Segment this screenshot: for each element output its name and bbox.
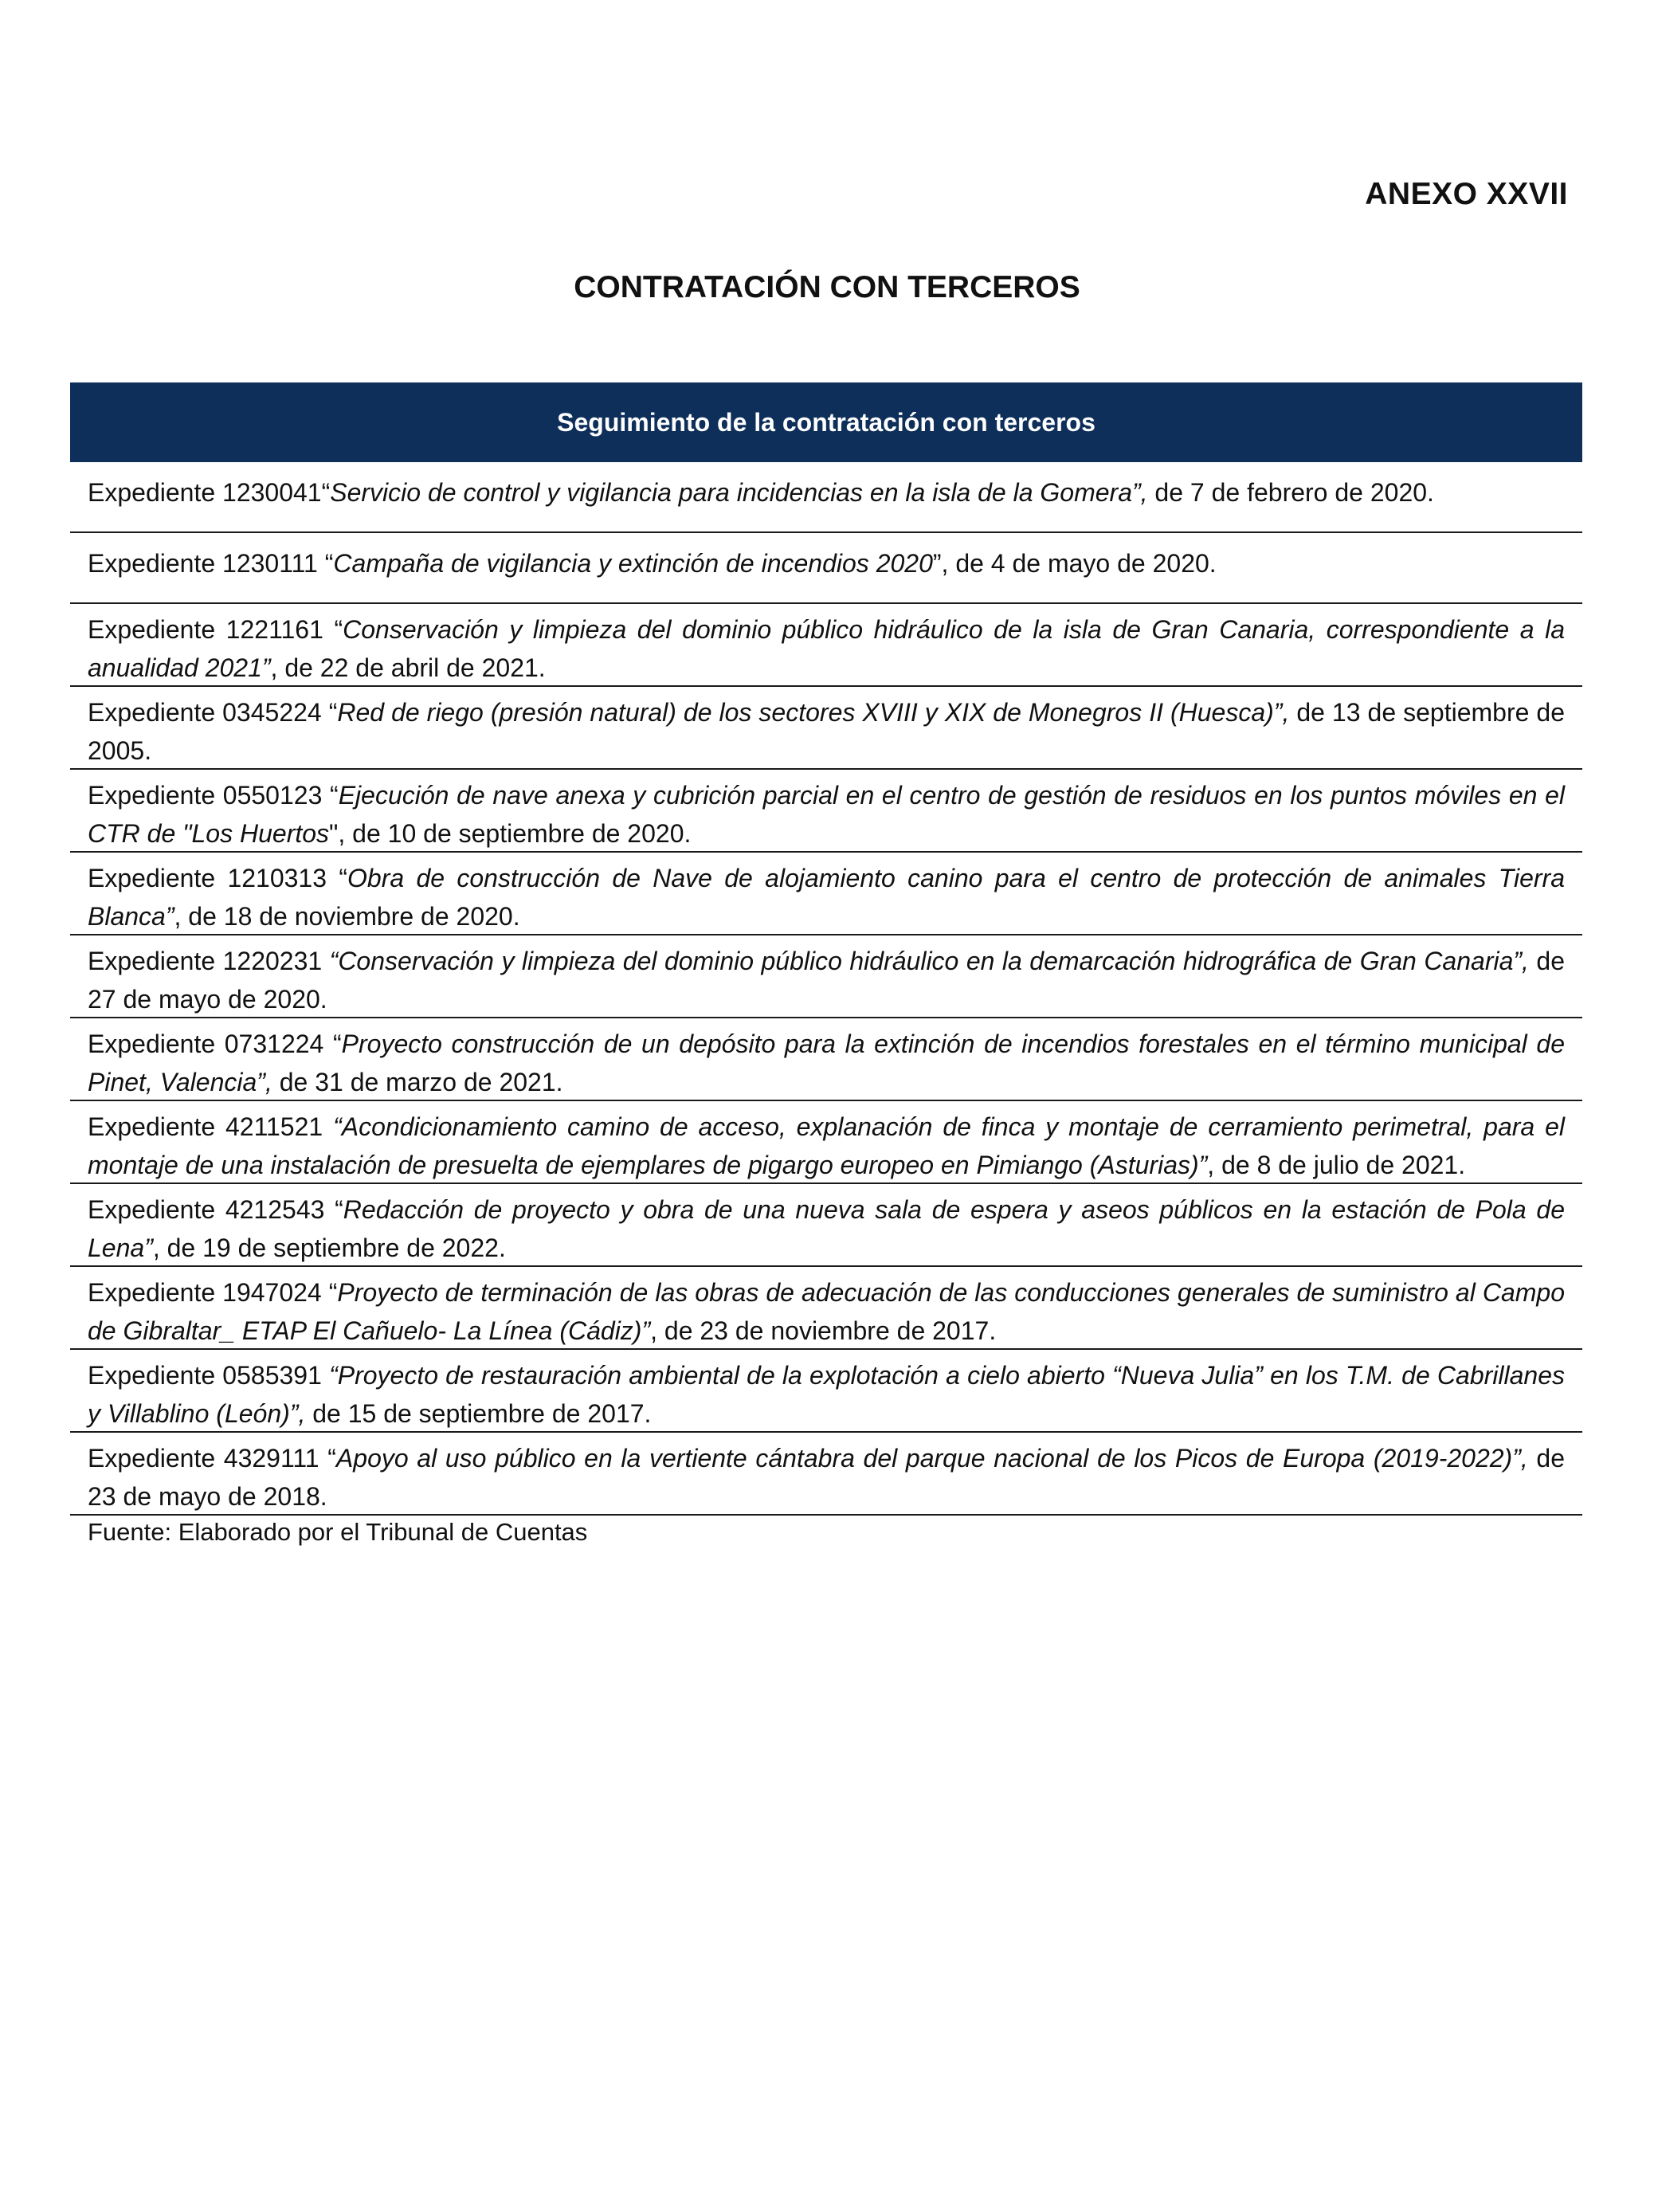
annex-label: ANEXO XXVII: [1365, 177, 1568, 211]
table-row: Expediente 1210313 “Obra de construcción de Nave de alojamiento canino para el centro de protección de animales Tierra Blanca”, de 18 de noviembre de 2020.: [70, 853, 1582, 935]
source-note: Fuente: Elaborado por el Tribunal de Cuentas: [88, 1518, 588, 1546]
table-row: Expediente 1220231 “Conservación y limpieza del dominio público hidráulico en la demarcación hidrográfica de Gran Canaria”, de 27 de mayo de 2020.: [70, 935, 1582, 1018]
table-row: Expediente 0550123 “Ejecución de nave anexa y cubrición parcial en el centro de gestión de residuos en los puntos móviles en el CTR de "Los Huertos", de 10 de septiembre de 2020.: [70, 770, 1582, 853]
table-row: Expediente 0585391 “Proyecto de restauración ambiental de la explotación a cielo abierto “Nueva Julia” en los T.M. de Cabrillanes y Villablino (León)”, de 15 de septiembre de 2017.: [70, 1350, 1582, 1433]
table-row: Expediente 1230111 “Campaña de vigilancia y extinción de incendios 2020”, de 4 de mayo de 2020.: [70, 533, 1582, 604]
table-row: Expediente 4211521 “Acondicionamiento camino de acceso, explanación de finca y montaje de cerramiento perimetral, para el montaje de una instalación de presuelta de ejemplares de pigargo europeo en Pimiango (Asturias)”, de 8 de julio de 2021.: [70, 1101, 1582, 1184]
table-header: Seguimiento de la contratación con terceros: [70, 382, 1582, 462]
table-row: Expediente 0731224 “Proyecto construcción de un depósito para la extinción de incendios forestales en el término municipal de Pinet, Valencia”, de 31 de marzo de 2021.: [70, 1018, 1582, 1101]
table-row: Expediente 1230041“Servicio de control y vigilancia para incidencias en la isla de la Gomera”, de 7 de febrero de 2020.: [70, 462, 1582, 533]
table-row: Expediente 1947024 “Proyecto de terminación de las obras de adecuación de las conducciones generales de suministro al Campo de Gibraltar_ ETAP El Cañuelo- La Línea (Cádiz)”, de 23 de noviembre de 2017.: [70, 1267, 1582, 1350]
table-row: Expediente 1221161 “Conservación y limpieza del dominio público hidráulico de la isla de Gran Canaria, correspondiente a la anualidad 2021”, de 22 de abril de 2021.: [70, 604, 1582, 687]
table-row: Expediente 0345224 “Red de riego (presión natural) de los sectores XVIII y XIX de Monegros II (Huesca)”, de 13 de septiembre de 2005.: [70, 687, 1582, 770]
table-row: Expediente 4329111 “Apoyo al uso público en la vertiente cántabra del parque nacional de los Picos de Europa (2019-2022)”, de 23 de mayo de 2018.: [70, 1433, 1582, 1516]
contracts-table: [70, 382, 1582, 1547]
page-title: CONTRATACIÓN CON TERCEROS: [574, 270, 1080, 304]
table-row: Expediente 4212543 “Redacción de proyecto y obra de una nueva sala de espera y aseos públicos en la estación de Pola de Lena”, de 19 de septiembre de 2022.: [70, 1184, 1582, 1267]
